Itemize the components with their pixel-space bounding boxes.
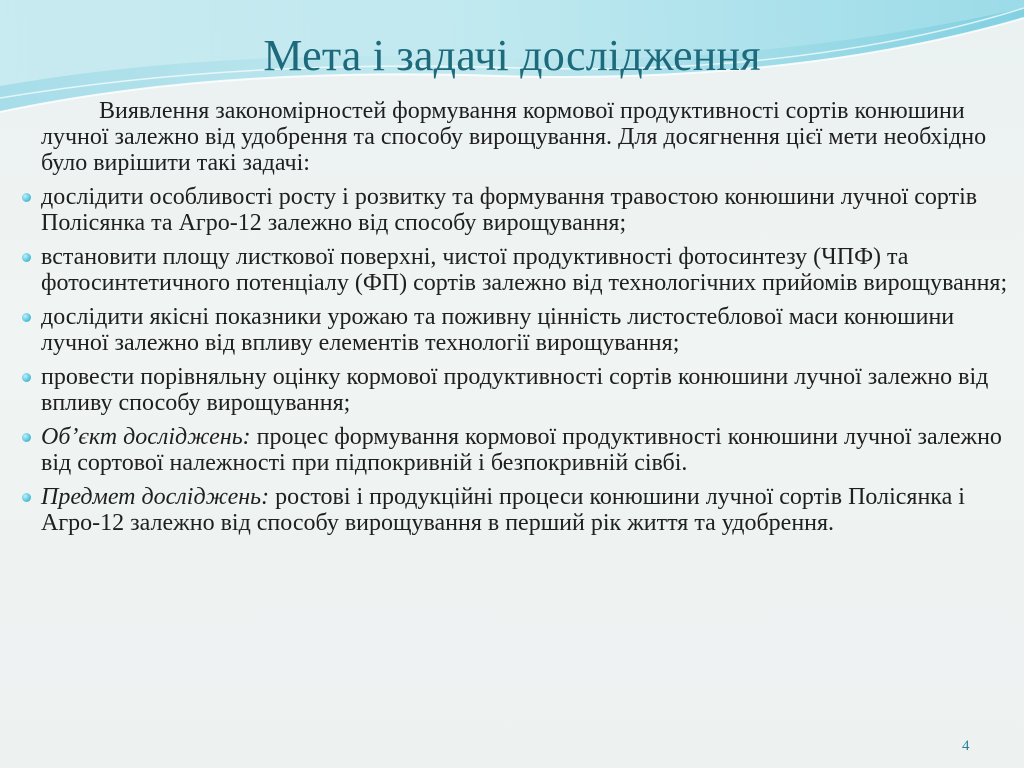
list-item [22, 424, 1012, 476]
list-item [22, 484, 1012, 536]
slide-body [22, 98, 1012, 536]
item-lead: Предмет досліджень: [41, 484, 270, 510]
item-text: процес формування кормової продуктивності конюшини лучної залежно від сортової належності при підпокривній і безпокривній сівбі. [41, 424, 1002, 476]
bullet-icon [22, 493, 31, 502]
list-item [22, 184, 1012, 236]
slide-title: Мета і задачі дослідження [263, 31, 761, 80]
bullet-icon [22, 313, 31, 322]
item-lead: Об’єкт досліджень: [41, 424, 251, 450]
item-text: ростові і продукційні процеси конюшини лучної сортів Полісянка і Агро-12 залежно від способу вирощування в перший рік життя та удобрення. [41, 484, 965, 536]
list-item [22, 304, 1012, 356]
item-text: встановити площу листкової поверхні, чистої продуктивності фотосинтезу (ЧПФ) та фотосинтетичного потенціалу (ФП) сортів залежно від технологічних прийомів вирощування; [41, 244, 1008, 296]
item-text: провести порівняльну оцінку кормової продуктивності сортів конюшини лучної залежно від впливу способу вирощування; [41, 364, 989, 416]
bullet-icon [22, 253, 31, 262]
page-number: 4 [962, 738, 970, 754]
item-text: дослідити якісні показники урожаю та поживну цінність листостеблової маси конюшини лучної залежно від впливу елементів технології вирощування; [41, 304, 955, 356]
intro-paragraph: Виявлення закономірностей формування кормової продуктивності сортів конюшини лучної залежно від удобрення та способу вирощування. Для досягнення цієї мети необхідно було вирішити такі задачі: [41, 98, 987, 176]
list-item [22, 364, 1012, 416]
list-item [22, 244, 1012, 296]
bullet-icon [22, 373, 31, 382]
item-text: дослідити особливості росту і розвитку та формування травостою конюшини лучної сортів Полісянка та Агро-12 залежно від способу вирощування; [41, 184, 978, 236]
bullet-icon [22, 193, 31, 202]
task-list [22, 184, 1012, 536]
bullet-icon [22, 433, 31, 442]
